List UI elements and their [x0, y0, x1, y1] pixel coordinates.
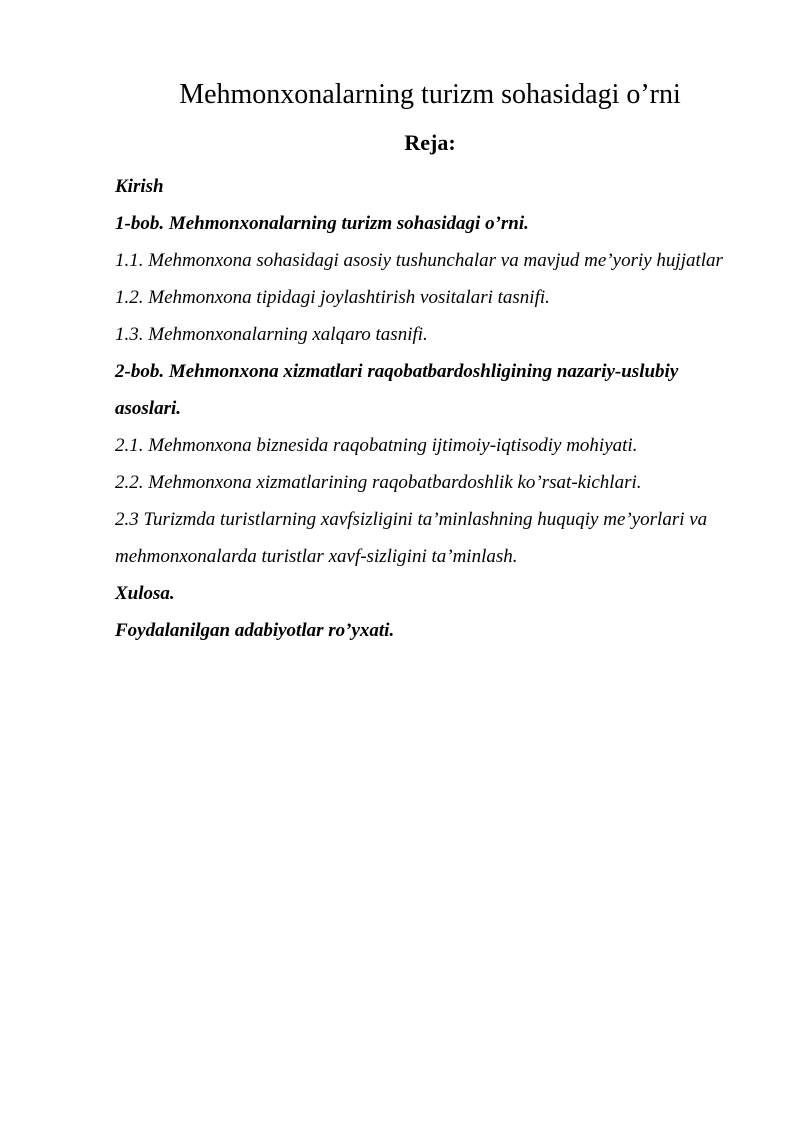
- toc-item-conclusion: Xulosa.: [115, 583, 175, 604]
- table-of-contents: [115, 168, 735, 649]
- toc-item-section-2-1: 2.1. Mehmonxona biznesida raqobatning ijtimoiy-iqtisodiy mohiyati.: [115, 435, 638, 456]
- toc-item-section-2-2: 2.2. Mehmonxona xizmatlarining raqobatbardoshlik ko’rsat-kichlari.: [115, 472, 642, 493]
- document-title: Mehmonxonalarning turizm sohasidagi o’rni: [179, 79, 681, 110]
- toc-item-section-2-3: 2.3 Turizmda turistlarning xavfsizligini ta’minlashning huquqiy me’yorlari va mehmonxonalarda turistlar xavf-sizligini ta’minlash.: [115, 509, 708, 567]
- toc-item-section-1-3: 1.3. Mehmonxonalarning xalqaro tasnifi.: [115, 324, 428, 345]
- plan-heading: Reja:: [404, 130, 456, 155]
- toc-item-section-1-1: 1.1. Mehmonxona sohasidagi asosiy tushunchalar va mavjud me’yoriy hujjatlar: [115, 250, 723, 271]
- toc-item-references: Foydalanilgan adabiyotlar ro’yxati.: [115, 620, 395, 641]
- toc-item-section-1-2: 1.2. Mehmonxona tipidagi joylashtirish vositalari tasnifi.: [115, 287, 550, 308]
- toc-item-introduction: Kirish: [115, 176, 164, 197]
- toc-item-chapter-1: 1-bob. Mehmonxonalarning turizm sohasidagi o’rni.: [115, 213, 529, 234]
- toc-item-chapter-2: 2-bob. Mehmonxona xizmatlari raqobatbardoshligining nazariy-uslubiy asoslari.: [115, 361, 679, 419]
